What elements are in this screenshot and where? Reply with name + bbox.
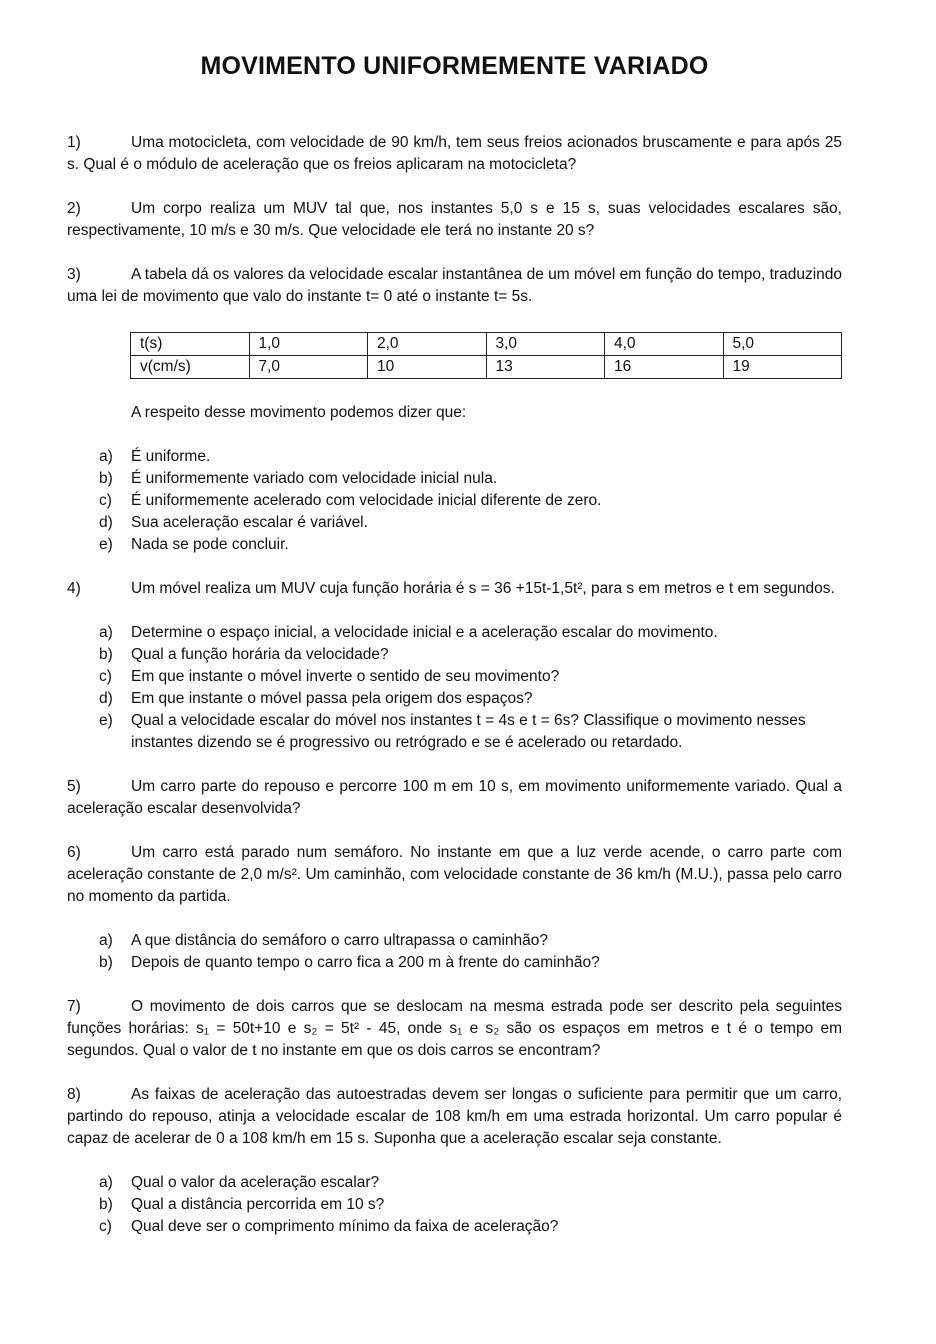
option-item [67,930,842,952]
option-text: A que distância do semáforo o carro ultrapassa o caminhão? [131,932,549,949]
table-cell: 16 [605,356,724,379]
question-1 [67,132,842,176]
option-text: É uniformemente acelerado com velocidade inicial diferente de zero. [131,492,602,509]
question-text: Um carro parte do repouso e percorre 100 m em 10 s, em movimento uniformemente variado. Qual a aceleração escalar desenvolvida? [67,778,842,817]
question-text: Um móvel realiza um MUV cuja função horária é s = 36 +15t-1,5t², para s em metros e t em segundos. [131,580,835,597]
question-text: Uma motocicleta, com velocidade de 90 km/h, tem seus freios acionados bruscamente e para após 25 s. Qual é o módulo de aceleração que os freios aplicaram na motocicleta? [67,134,842,173]
question-3 [67,264,842,308]
option-text: Em que instante o móvel inverte o sentido de seu movimento? [131,668,560,685]
page-title: MOVIMENTO UNIFORMEMENTE VARIADO [200,52,709,80]
question-number: 7) [67,998,81,1015]
question-8-options [67,1172,842,1238]
option-letter: e) [99,536,113,553]
option-item [67,1216,842,1238]
table-cell: t(s) [131,333,250,356]
option-item [67,666,842,688]
option-letter: c) [99,1218,112,1235]
question-number: 1) [67,134,81,151]
option-text: Qual deve ser o comprimento mínimo da faixa de aceleração? [131,1218,559,1235]
option-letter: d) [99,514,113,531]
option-item [67,688,842,710]
option-item [67,952,842,974]
table-cell: 10 [368,356,487,379]
question-text: Um carro está parado num semáforo. No instante em que a luz verde acende, o carro parte com aceleração constante de 2,0 m/s². Um caminhão, com velocidade constante de 36 km/h (M.U.), passa pelo carro no momento da partida. [67,844,842,905]
table-cell: 2,0 [368,333,487,356]
worksheet-page [67,48,842,1238]
question-4-options [67,622,842,754]
option-item [67,622,842,644]
question-3-lead: A respeito desse movimento podemos dizer que: [131,404,467,421]
option-item [67,1172,842,1194]
question-6 [67,842,842,908]
question-4 [67,578,842,600]
question-text: Um corpo realiza um MUV tal que, nos instantes 5,0 s e 15 s, suas velocidades escalares são, respectivamente, 10 m/s e 30 m/s. Que velocidade ele terá no instante 20 s? [67,200,842,239]
question-2 [67,198,842,242]
option-item [67,446,842,468]
question-8 [67,1084,842,1150]
option-item [67,468,842,490]
table-cell: 4,0 [605,333,724,356]
option-text: Qual a distância percorrida em 10 s? [131,1196,385,1213]
question-number: 2) [67,200,81,217]
table-cell: 1,0 [249,333,368,356]
table-cell: 3,0 [486,333,605,356]
option-text: Qual o valor da aceleração escalar? [131,1174,380,1191]
table-cell: 5,0 [723,333,842,356]
question-text: O movimento de dois carros que se deslocam na mesma estrada pode ser descrito pela seguintes funções horárias: s₁ = 50t+10 e s₂ = 5t² - 45, onde s₁ e s₂ são os espaços em metros e t é o tempo em segundos. Qual o valor de t no instante em que os dois carros se encontram? [67,998,842,1059]
question-7 [67,996,842,1062]
table-cell: 7,0 [249,356,368,379]
option-text: Nada se pode concluir. [131,536,289,553]
table-cell: 19 [723,356,842,379]
option-text: É uniforme. [131,448,211,465]
option-item [67,644,842,666]
option-text: Determine o espaço inicial, a velocidade inicial e a aceleração escalar do movimento. [131,624,718,641]
option-letter: c) [99,492,112,509]
option-item [67,490,842,512]
option-letter: b) [99,1196,113,1213]
question-text: A tabela dá os valores da velocidade escalar instantânea de um móvel em função do tempo, traduzindo uma lei de movimento que valo do instante t= 0 até o instante t= 5s. [67,266,842,305]
question-6-options [67,930,842,974]
option-letter: a) [99,624,113,641]
option-letter: b) [99,954,113,971]
question-number: 4) [67,580,81,597]
table-row [131,333,842,356]
option-letter: a) [99,448,113,465]
question-number: 5) [67,778,81,795]
option-item [67,534,842,556]
option-item [67,512,842,534]
option-text: É uniformemente variado com velocidade inicial nula. [131,470,498,487]
velocity-time-table [130,332,842,379]
option-text: Em que instante o móvel passa pela origem dos espaços? [131,690,533,707]
option-letter: a) [99,932,113,949]
question-number: 8) [67,1086,81,1103]
option-item [67,710,842,754]
option-letter: c) [99,668,112,685]
option-letter: e) [99,712,113,729]
table-row [131,356,842,379]
option-letter: b) [99,646,113,663]
table-cell: 13 [486,356,605,379]
question-number: 3) [67,266,81,283]
option-letter: b) [99,470,113,487]
option-item [67,1194,842,1216]
question-number: 6) [67,844,81,861]
table-cell: v(cm/s) [131,356,250,379]
option-text: Depois de quanto tempo o carro fica a 200 m à frente do caminhão? [131,954,600,971]
option-text: Sua aceleração escalar é variável. [131,514,368,531]
option-text: Qual a velocidade escalar do móvel nos instantes t = 4s e t = 6s? Classifique o movimento nesses instantes dizendo se é progressivo ou retrógrado e se é acelerado ou retardado. [131,712,806,751]
question-5 [67,776,842,820]
option-letter: d) [99,690,113,707]
question-text: As faixas de aceleração das autoestradas devem ser longas o suficiente para permitir que um carro, partindo do repouso, atinja a velocidade escalar de 108 km/h em uma estrada horizontal. Um carro popular é capaz de acelerar de 0 a 108 km/h em 15 s. Suponha que a aceleração escalar seja constante. [67,1086,842,1147]
option-text: Qual a função horária da velocidade? [131,646,389,663]
question-3-options [67,446,842,556]
option-letter: a) [99,1174,113,1191]
